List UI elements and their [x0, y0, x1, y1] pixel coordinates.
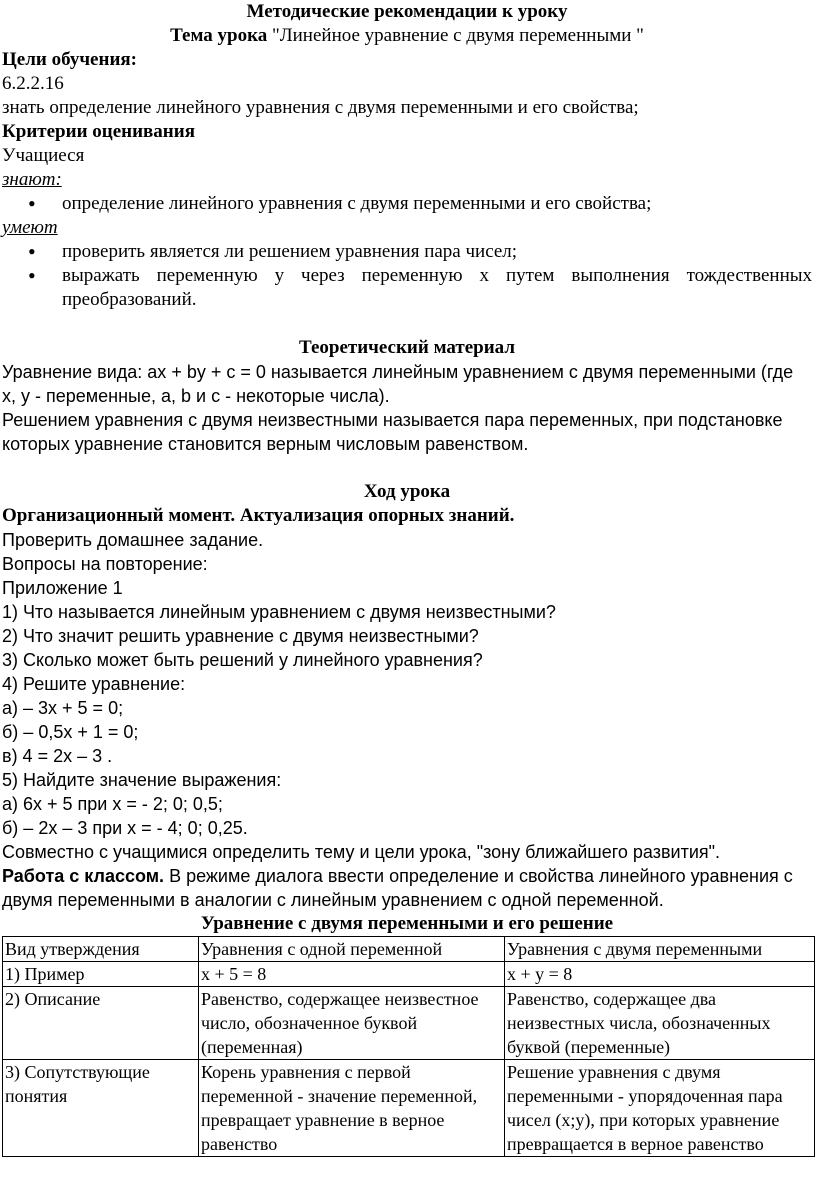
theory-paragraph-1: Уравнение вида: ax + by + c = 0 называется линейным уравнением с двумя переменными (где x, y - переменные, a, b и c - некоторые числа). [2, 362, 794, 406]
list-item: • определение линейного уравнения с двумя переменными и его свойства; [2, 192, 812, 216]
topic-line [2, 24, 812, 48]
know-list [2, 192, 812, 216]
lesson-line: Проверить домашнее задание. [2, 530, 264, 550]
can-list [2, 240, 812, 312]
table-header-cell: Уравнения с одной переменной [199, 937, 505, 962]
doc-title: Методические рекомендации к уроку [246, 1, 568, 22]
goals-text: знать определение линейного уравнения с двумя переменными и его свойства; [2, 97, 639, 118]
know-label: знают: [2, 169, 62, 190]
table-header-cell: Уравнения с двумя переменными [505, 937, 815, 962]
table-cell: Корень уравнения с первой переменной - значение переменной, превращает уравнение в верное равенство [199, 1060, 505, 1157]
lesson-line: 1) Что называется линейным уравнением с двумя неизвестными? [2, 602, 556, 622]
criteria-heading: Критерии оценивания [2, 121, 195, 142]
table-cell: Равенство, содержащее два неизвестных числа, обозначенных буквой (переменные) [505, 987, 815, 1060]
can-label: умеют [2, 217, 58, 238]
topic-label: Тема урока [170, 25, 268, 46]
table-row [3, 937, 815, 962]
lesson-line: 2) Что значит решить уравнение с двумя неизвестными? [2, 626, 479, 646]
table-cell: х + 5 = 8 [199, 962, 505, 987]
table-row [3, 987, 815, 1060]
lesson-line: 5) Найдите значение выражения: [2, 770, 282, 790]
work-paragraph [2, 864, 812, 912]
goals-code: 6.2.2.16 [2, 73, 64, 94]
lesson-line: Вопросы на повторение: [2, 554, 208, 574]
lesson-line: Приложение 1 [2, 578, 123, 598]
table-cell: Решение уравнения с двумя переменными - упорядоченная пара чисел (х;у), при которых уравнение превращается в верное равенство [505, 1060, 815, 1157]
work-label: Работа с классом. [2, 866, 165, 886]
table-cell: Равенство, содержащее неизвестное число, обозначенное буквой (переменная) [199, 987, 505, 1060]
lesson-line: 3) Сколько может быть решений у линейного уравнения? [2, 650, 483, 670]
list-item: • проверить является ли решением уравнения пара чисел; [2, 240, 812, 264]
lesson-line: Совместно с учащимися определить тему и цели урока, "зону ближайшего развития". [2, 842, 721, 862]
topic-value: "Линейное уравнение с двумя переменными " [272, 25, 644, 46]
lesson-line: в) 4 = 2х – 3 . [2, 746, 113, 766]
table-title: Уравнение с двумя переменными и его решение [200, 913, 614, 934]
table-cell: х + у = 8 [505, 962, 815, 987]
lesson-line: б) – 0,5х + 1 = 0; [2, 722, 139, 742]
org-heading: Организационный момент. Актуализация опорных знаний. [2, 505, 515, 526]
lesson-line: а) 6х + 5 при х = - 2; 0; 0,5; [2, 794, 223, 814]
lesson-line: 4) Решите уравнение: [2, 674, 186, 694]
theory-heading: Теоретический материал [299, 337, 515, 358]
table-row [3, 1060, 815, 1157]
table-cell: 1) Пример [3, 962, 199, 987]
theory-paragraph-2: Решением уравнения с двумя неизвестными называется пара переменных, при подстановке которых уравнение становится верным числовым равенством. [2, 410, 783, 454]
table-row [3, 962, 815, 987]
lesson-line: б) – 2х – 3 при х = - 4; 0; 0,25. [2, 818, 248, 838]
lesson-lines [2, 528, 812, 864]
table-cell: 2) Описание [3, 987, 199, 1060]
comparison-table [2, 936, 815, 1157]
lesson-line: а) – 3х + 5 = 0; [2, 698, 124, 718]
table-header-cell: Вид утверждения [3, 937, 199, 962]
work-text: В режиме диалога ввести определение и свойства линейного уравнения с двумя переменными в аналогии с линейным уравнением с одной переменной. [2, 866, 793, 910]
table-cell: 3) Сопутствующие понятия [3, 1060, 199, 1157]
list-item: • выражать переменную у через переменную х путем выполнения тождественных преобразований. [2, 264, 812, 312]
goals-heading: Цели обучения: [2, 49, 137, 70]
lesson-heading: Ход урока [363, 481, 451, 502]
criteria-students: Учащиеся [2, 145, 85, 166]
